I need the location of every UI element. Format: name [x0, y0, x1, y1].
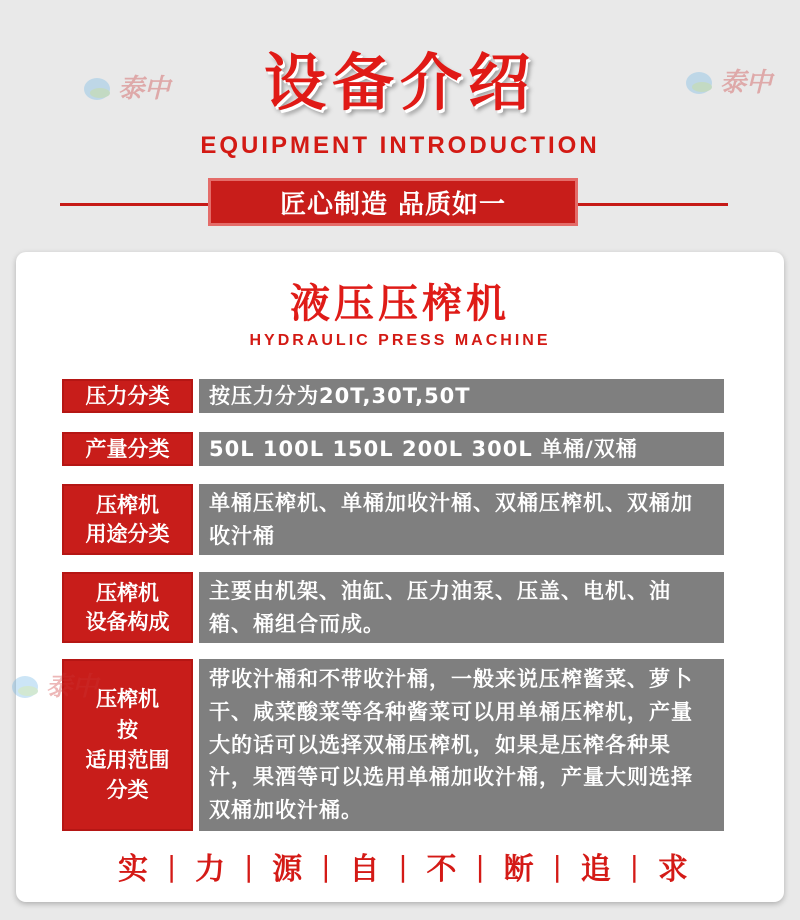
- footer-separator: |: [321, 849, 331, 883]
- footer-separator: |: [166, 849, 177, 883]
- page-subtitle: EQUIPMENT INTRODUCTION: [200, 132, 600, 159]
- spec-label: 压榨机 按 适用范围 分类: [62, 659, 193, 831]
- footer-separator: |: [475, 849, 485, 883]
- spec-value: 单桶压榨机、单桶加收汁桶、双桶压榨机、双桶加收汁桶: [199, 484, 724, 555]
- watermark-logo: 泰中: [8, 672, 98, 702]
- footer-char: 力: [195, 852, 226, 887]
- footer-char: 源: [272, 852, 303, 887]
- divider-right: [576, 203, 728, 206]
- spec-value: 主要由机架、油缸、压力油泵、压盖、电机、油箱、桶组合而成。: [199, 572, 724, 643]
- product-subtitle: HYDRAULIC PRESS MACHINE: [249, 332, 551, 349]
- footer-separator: |: [398, 849, 408, 883]
- spec-value: 带收汁桶和不带收汁桶，一般来说压榨酱菜、萝卜干、咸菜酸菜等各种酱菜可以用单桶压榨机，产量大的话可以选择双桶压榨机，如果是压榨各种果汁，果酒等可以选用单桶加收汁桶，产量大则选择双桶加收汁桶。: [199, 659, 724, 831]
- footer-char: 断: [503, 852, 534, 887]
- spec-label: 压力分类: [62, 379, 193, 413]
- taizhong-logo-icon: [8, 672, 42, 702]
- spec-label: 压榨机 设备构成: [62, 572, 193, 643]
- spec-row-pressure: [62, 379, 724, 413]
- footer-char: 求: [657, 852, 688, 887]
- spec-value: 50L 100L 150L 200L 300L 单桶/双桶: [199, 432, 724, 466]
- watermark-logo: 泰中: [682, 68, 772, 98]
- spec-label: 产量分类: [62, 432, 193, 466]
- footer-separator: |: [629, 849, 640, 883]
- watermark-logo: 泰中: [80, 74, 170, 104]
- divider-left: [60, 203, 210, 206]
- spec-label: 压榨机 用途分类: [62, 484, 193, 555]
- spec-value: 按压力分为20T,30T,50T: [199, 379, 724, 413]
- spec-row-composition: [62, 572, 724, 643]
- footer-char: 实: [118, 852, 148, 887]
- spec-row-application: [62, 659, 724, 831]
- footer-separator: |: [243, 849, 254, 883]
- slogan-banner: 匠心制造 品质如一: [208, 178, 578, 226]
- footer-char: 追: [580, 852, 611, 887]
- footer-char: 不: [426, 852, 457, 887]
- product-title: 液压压榨机: [290, 281, 510, 327]
- spec-row-capacity: [62, 432, 724, 466]
- footer-separator: |: [552, 849, 562, 883]
- page-title: 设备介绍: [263, 46, 536, 119]
- spec-row-usage: [62, 484, 724, 555]
- footer-char: 自: [349, 852, 380, 887]
- footer-slogan: [118, 844, 688, 888]
